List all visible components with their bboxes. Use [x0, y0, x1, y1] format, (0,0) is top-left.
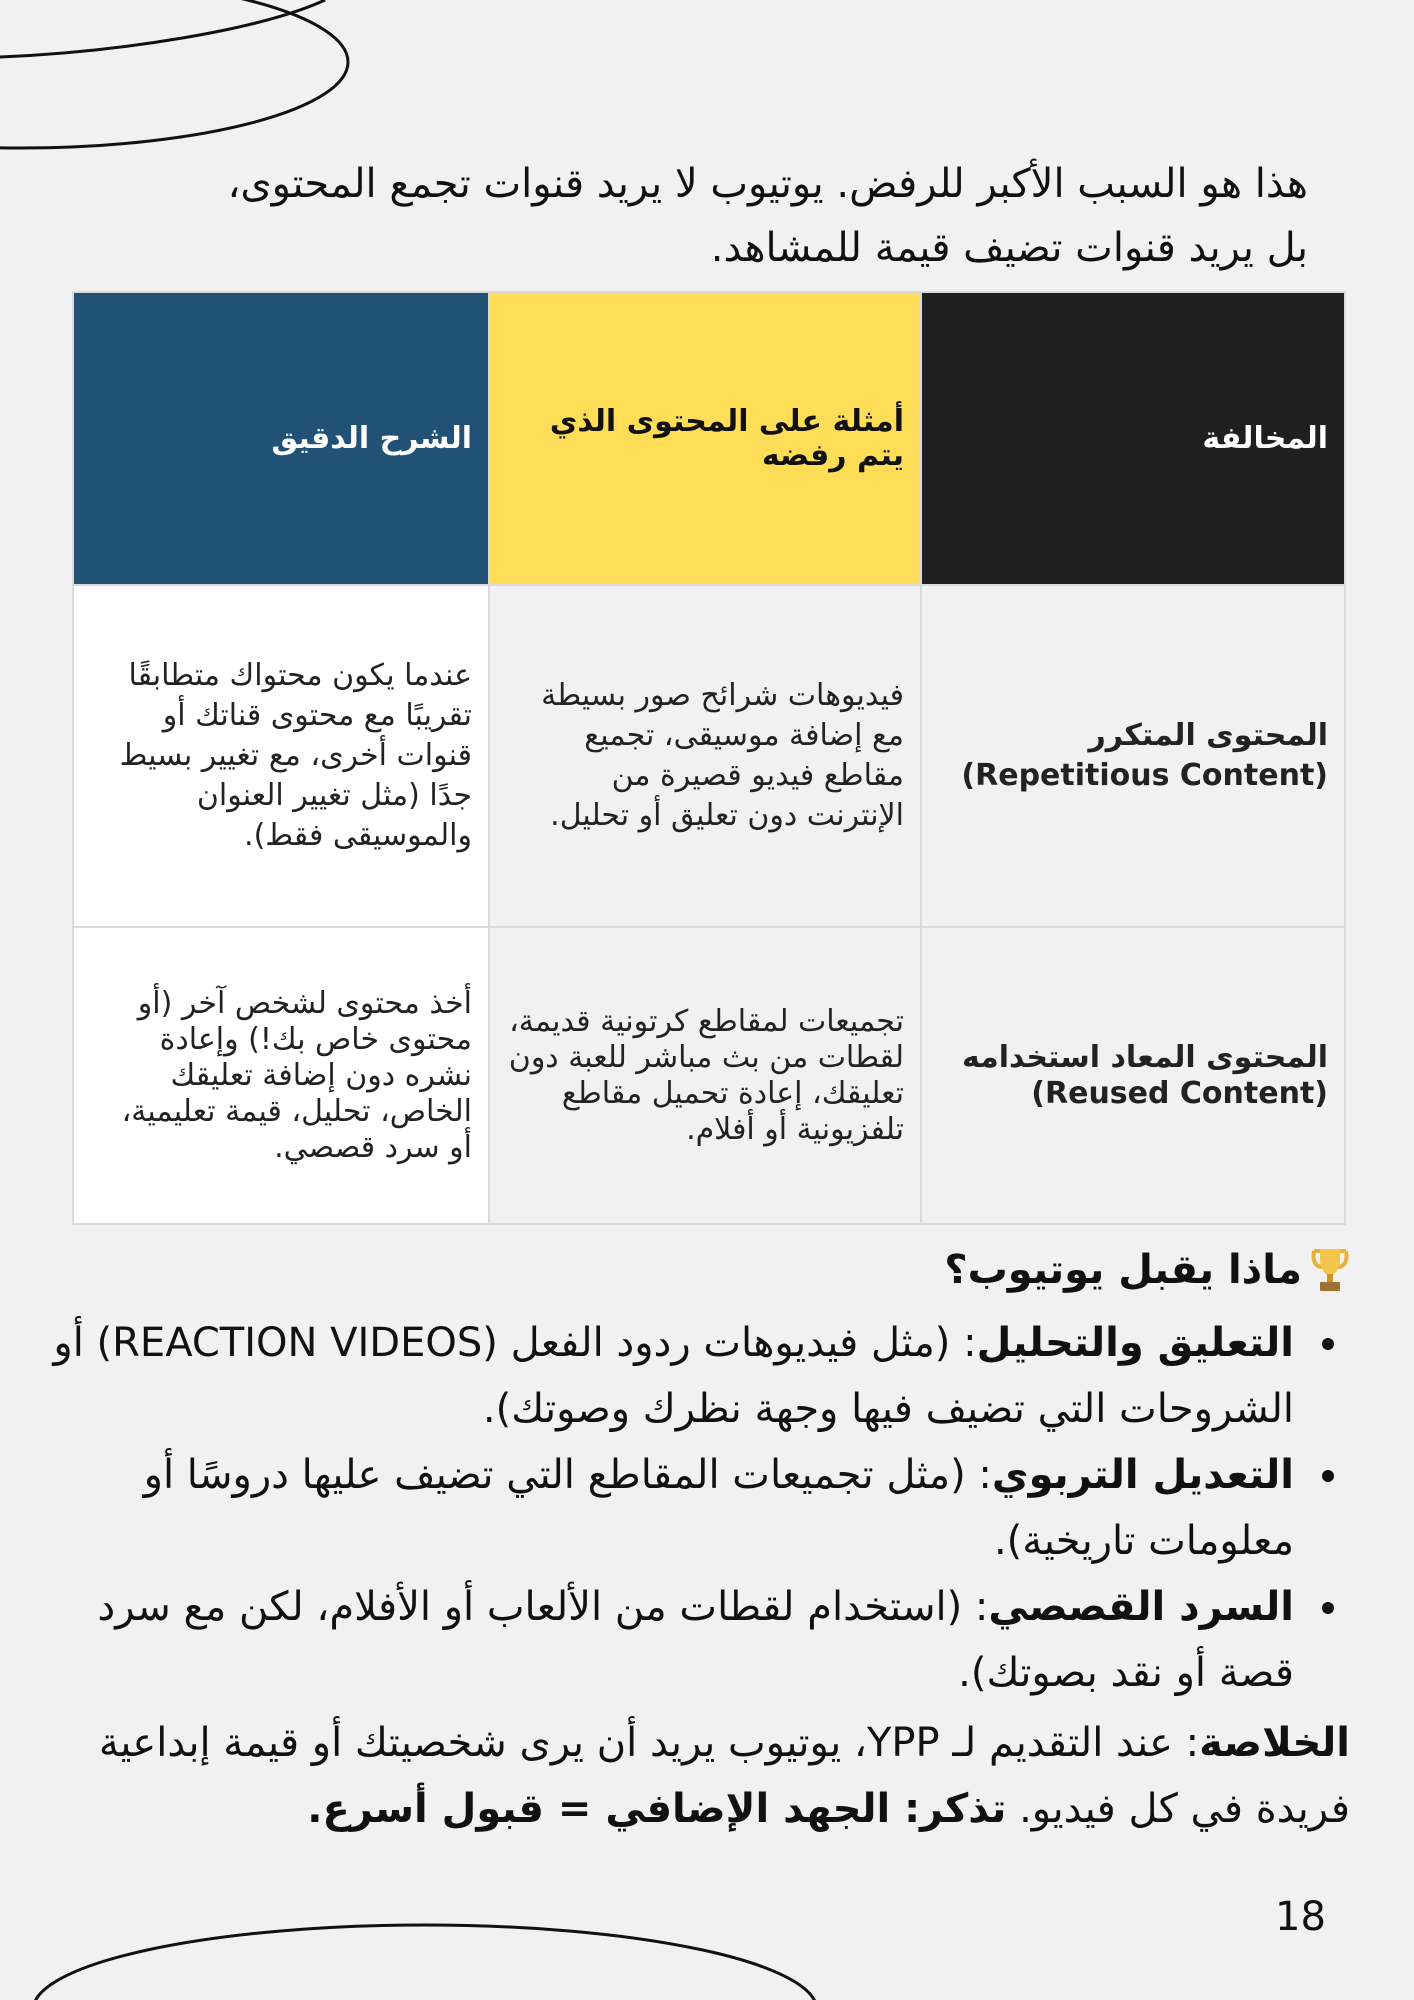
header-examples: أمثلة على المحتوى الذي يتم رفضه: [489, 292, 921, 585]
violation-english: (Repetitious Content): [961, 758, 1328, 793]
violation-arabic: المحتوى المتكرر: [1088, 718, 1328, 753]
accept-list: [34, 1310, 1354, 1706]
cell-detail: أخذ محتوى لشخص آخر (أو محتوى خاص بك!) وإعادة نشره دون إضافة تعليقك الخاص، تحليل، قيمة تعليمية، أو سرد قصصي.: [73, 927, 489, 1224]
intro-paragraph: هذا هو السبب الأكبر للرفض. يوتيوب لا يريد قنوات تجمع المحتوى، بل يريد قنوات تضيف قيمة للمشاهد.: [227, 161, 1308, 271]
summary-label: الخلاصة: [1199, 1720, 1350, 1766]
summary-text: : عند التقديم لـ YPP، يوتيوب يريد أن يرى شخصيتك أو قيمة إبداعية فريدة في كل فيديو.: [98, 1720, 1350, 1832]
item-label: السرد القصصي: [988, 1584, 1294, 1630]
list-item: [34, 1442, 1294, 1574]
summary-reminder: تذكر: الجهد الإضافي = قبول أسرع.: [307, 1786, 1007, 1832]
list-item: [34, 1310, 1294, 1442]
violation-english: (Reused Content): [1031, 1075, 1328, 1111]
accept-heading: [944, 1240, 1350, 1300]
violation-arabic: المحتوى المعاد استخدامه: [961, 1039, 1328, 1075]
header-violation: المخالفة: [921, 292, 1345, 585]
table-row: [73, 585, 1345, 927]
bottom-ellipse: [33, 1925, 817, 2000]
trophy-icon: [1310, 1247, 1350, 1293]
item-text: : (استخدام لقطات من الألعاب أو الأفلام، لكن مع سرد قصة أو نقد بصوتك).: [97, 1584, 1294, 1696]
page-number: 18: [1275, 1894, 1326, 1940]
header-detail: الشرح الدقيق: [73, 292, 489, 585]
item-label: التعليق والتحليل: [976, 1320, 1294, 1366]
top-ellipse-outer: [0, 0, 348, 148]
item-text: : (مثل تجميعات المقاطع التي تضيف عليها دروسًا أو معلومات تاريخية).: [143, 1452, 1294, 1564]
cell-examples: تجميعات لمقاطع كرتونية قديمة، لقطات من بث مباشر للعبة دون تعليقك، إعادة تحميل مقاطع تلفزيونية أو أفلام.: [489, 927, 921, 1224]
item-label: التعديل التربوي: [991, 1452, 1294, 1498]
summary-paragraph: [60, 1710, 1350, 1842]
accept-title-text: ماذا يقبل يوتيوب؟: [944, 1247, 1302, 1293]
violations-table: [72, 291, 1346, 1225]
item-text: : (مثل فيديوهات ردود الفعل (REACTION VIDEOS) أو الشروحات التي تضيف فيها وجهة نظرك وصوتك).: [53, 1320, 1294, 1432]
top-ellipse-inner: [0, 0, 325, 57]
list-item: [34, 1574, 1294, 1706]
cell-detail: عندما يكون محتواك متطابقًا تقريبًا مع محتوى قناتك أو قنوات أخرى، مع تغيير بسيط جدًا (مثل تغيير العنوان والموسيقى فقط).: [73, 585, 489, 927]
table-row: [73, 927, 1345, 1224]
table-header-row: [73, 292, 1345, 585]
cell-violation: [921, 585, 1345, 927]
cell-violation: [921, 927, 1345, 1224]
cell-examples: فيديوهات شرائح صور بسيطة مع إضافة موسيقى، تجميع مقاطع فيديو قصيرة من الإنترنت دون تعليق أو تحليل.: [489, 585, 921, 927]
